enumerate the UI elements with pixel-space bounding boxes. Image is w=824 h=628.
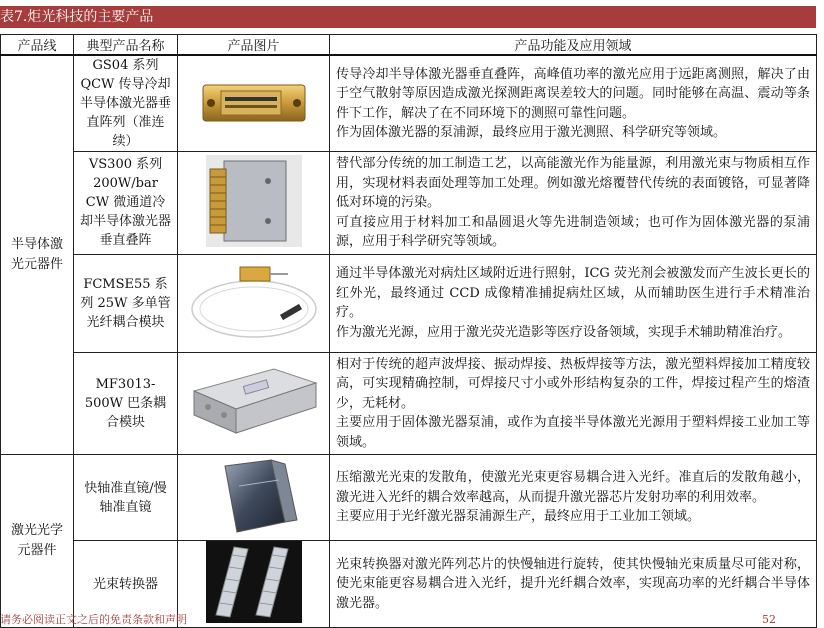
table-row — [1, 352, 817, 455]
table-row — [1, 55, 817, 152]
product-image-cell — [178, 152, 330, 255]
product-line-label: 激光光学元器件 — [10, 523, 63, 558]
collimator-lens-image — [209, 456, 299, 536]
gs04-laser-image — [199, 67, 309, 137]
table-row — [1, 455, 817, 541]
product-name-cell — [74, 352, 178, 455]
table-row — [1, 152, 817, 255]
header-product-function: 产品功能及应用领域 — [330, 35, 817, 56]
header-product-image: 产品图片 — [178, 35, 330, 56]
product-image-cell — [178, 455, 330, 541]
product-name: GS04 系列 QCW 传导冷却半导体激光器垂直阵列（准连续） — [80, 58, 172, 149]
disclaimer-text: 请务必阅读正文之后的免责条款和声明 — [0, 614, 187, 626]
product-description-para: 替代部分传统的加工制造工艺，以高能激光作为能量源，利用激光束与物质相互作用，实现材料表面处理等加工处理。例如激光熔覆替代传统的表面镀铬，可显著降低对环境的污染。 — [336, 156, 810, 210]
header-product-name: 典型产品名称 — [74, 35, 178, 56]
product-application-para: 可直接应用于材料加工和晶圆退火等先进制造领域；也可作为固体激光器的泵浦源，应用于科学研究等领域。 — [336, 214, 810, 249]
product-description-cell — [330, 352, 817, 455]
vs300-laser-image — [206, 155, 302, 247]
product-description-cell — [330, 55, 817, 152]
product-description-cell — [330, 152, 817, 255]
product-description-para: 通过半导体激光对病灶区域附近进行照射，ICG 荧光剂会被激发而产生波长更长的红外光，最终通过 CCD 成像精准捕捉病灶区域，从而辅助医生进行手术精准治疗。 — [336, 266, 810, 320]
product-name-cell — [74, 55, 178, 152]
page-footer — [0, 614, 816, 626]
product-image-cell — [178, 254, 330, 352]
product-description-cell — [330, 254, 817, 352]
product-description-para: 光束转换器对激光阵列芯片的快慢轴进行旋转，使其快慢轴光束质量尽可能对称，使光束能更容易耦合进入光纤，提升光纤耦合效率，实现高功率的光纤耦合半导体激光器。 — [336, 556, 810, 611]
product-name-cell — [74, 254, 178, 352]
product-name: 光束转换器 — [92, 576, 158, 592]
product-image-cell — [178, 352, 330, 455]
product-name: 快轴准直镜/慢轴准直镜 — [84, 480, 167, 515]
mf3013-module-image — [184, 361, 324, 441]
page-number: 52 — [762, 614, 776, 626]
product-line-label: 半导体激光元器件 — [10, 237, 63, 272]
product-description-cell — [330, 455, 817, 541]
product-name-cell — [74, 152, 178, 255]
product-image-cell — [178, 55, 330, 152]
table-row — [1, 254, 817, 352]
product-name: FCMSE55 系列 25W 多单管光纤耦合模块 — [80, 276, 171, 330]
product-application-para: 主要应用于固体激光器泵浦，或作为直接半导体激光光源用于塑料焊接工业加工等领域。 — [336, 415, 810, 450]
product-line-cell — [1, 455, 74, 628]
table-title: 表7.炬光科技的主要产品 — [0, 6, 816, 28]
product-description-para: 传导冷却半导体激光器垂直叠阵，高峰值功率的激光应用于远距离测照，解决了由于空气散射等原因造成激光探测距离误差较大的问题。同时能够在高温、震动等条件下工作，解决了在不同环境下的测照可靠性问题。 — [336, 66, 810, 121]
product-application-para: 作为激光光源，应用于激光荧光造影等医疗设备领域，实现手术辅助精准治疗。 — [336, 324, 792, 340]
product-description-para: 相对于传统的超声波焊接、振动焊接、热板焊接等方法，激光塑料焊接加工精度较高，可实现精确控制，可焊接尺寸小或外形结构复杂的工件，焊接过程产生的熔渣少，无耗材。 — [336, 356, 810, 411]
product-application-para: 作为固体激光器的泵浦源，最终应用于激光测照、科学研究等领域。 — [336, 125, 727, 140]
product-description-para: 压缩激光光束的发散角，使激光光束更容易耦合进入光纤。准直后的发散角越小，激光进入光纤的耦合效率越高，从而提升激光器芯片发射功率的利用效率。 — [336, 470, 810, 505]
header-product-line: 产品线 — [1, 35, 74, 56]
beam-transformer-image — [206, 541, 302, 623]
product-name: VS300 系列 200W/bar CW 微通道冷却半导体激光器垂直叠阵 — [80, 157, 172, 249]
fcmse55-fiber-module-image — [184, 257, 324, 345]
product-line-cell — [1, 55, 74, 455]
product-name: MF3013-500W 巴条耦合模块 — [84, 376, 167, 430]
product-name-cell — [74, 455, 178, 541]
product-table — [0, 34, 817, 628]
product-application-para: 主要应用于光纤激光器泵浦源生产，最终应用于工业加工领域。 — [336, 509, 701, 525]
table-header-row — [1, 35, 817, 56]
